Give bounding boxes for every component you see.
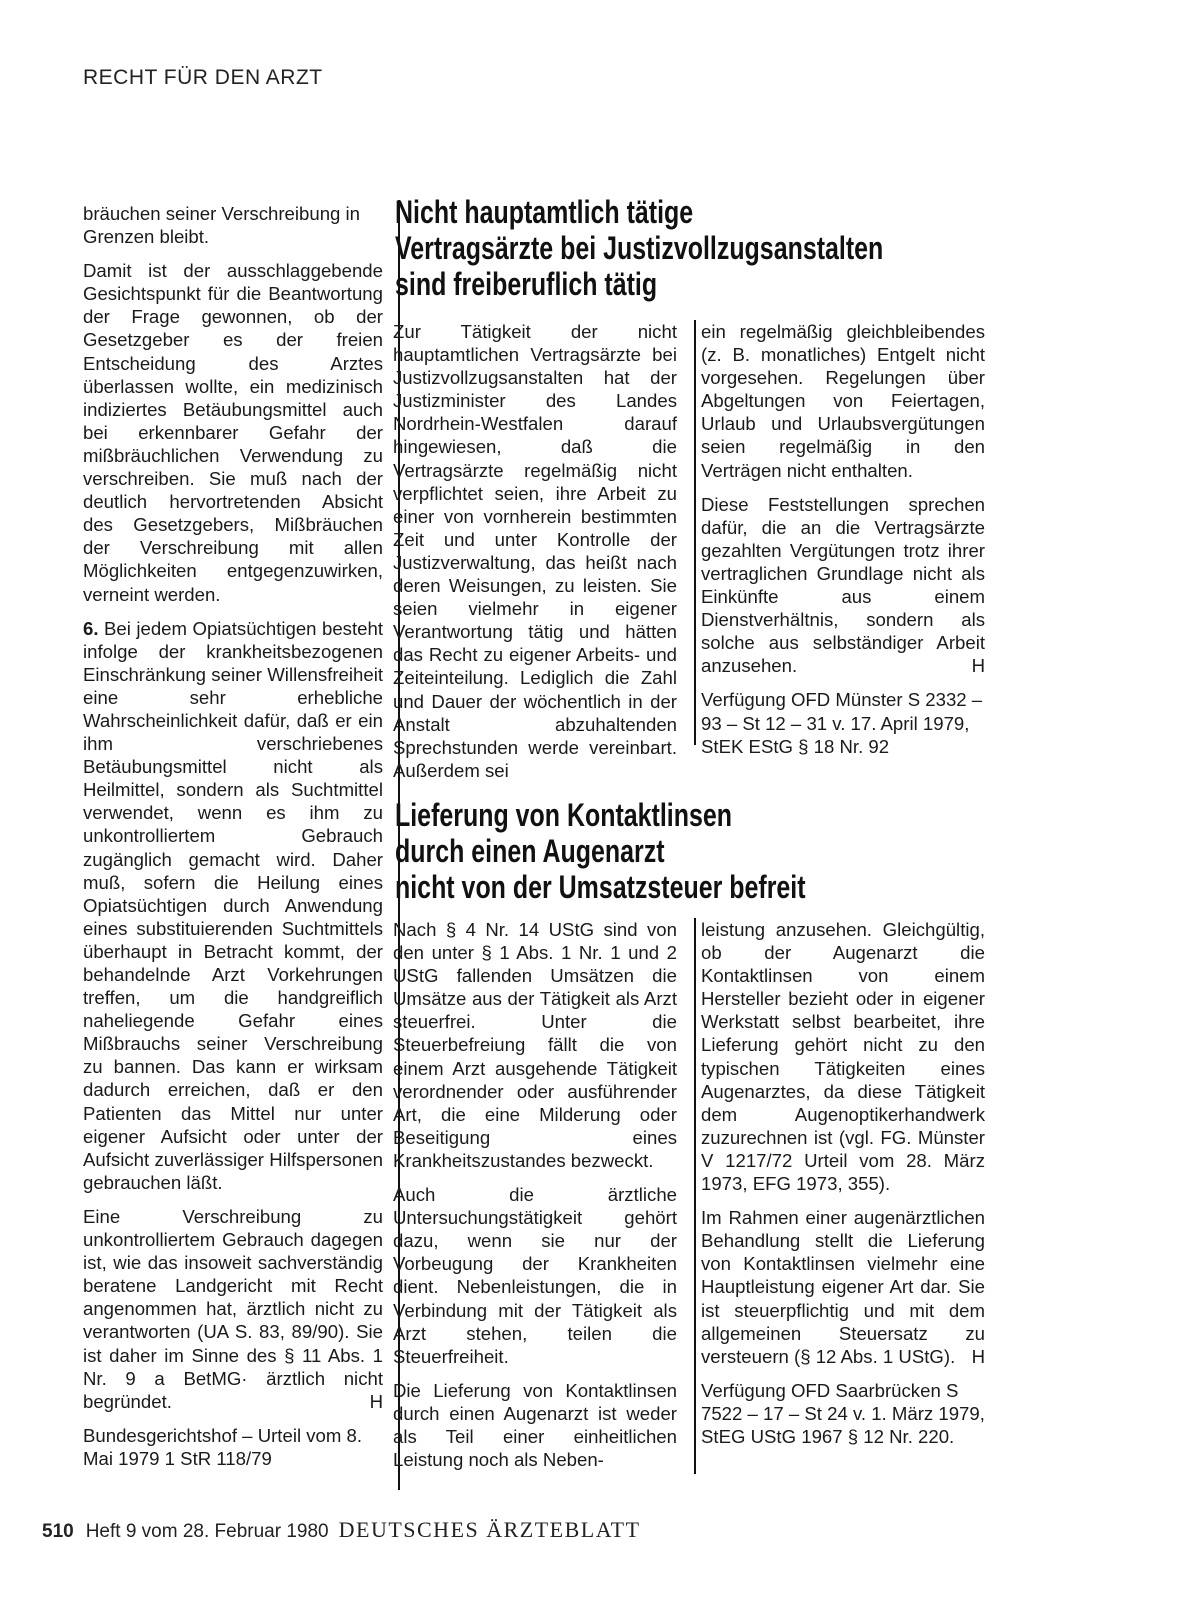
- headline-line: Lieferung von Kontaktlinsen: [395, 797, 732, 833]
- left-paragraph-3-text: Bei jedem Opiatsüchtigen besteht infolge der krankheitsbezogenen Einschränkung seiner Willensfreiheit eine sehr erhebliche Wahrscheinlichkeit dafür, daß er ein ihm verschriebenes Betäubungsmittel nicht als Heilmittel, sondern als Suchtmittel verwendet, wenn es ihm zu unkontrolliertem Gebrauch zugänglich gemacht wird. Daher muß, sofern die Heilung eines Opiatsüchtigen durch Anwendung eines substituierenden Suchtmittels überhaupt in Betracht kommt, der behandelnde Arzt Vorkehrungen treffen, um die handgreiflich naheliegende Gefahr eines Mißbrauchs seiner Verschreibung zu bannen. Das kann er wirksam dadurch erreichen, daß er den Patienten das Mittel nur unter eigener Aufsicht oder unter der Aufsicht zuverlässiger Hilfspersonen gebrauchen läßt.: [83, 617, 383, 1193]
- section-number: 6.: [83, 617, 99, 639]
- left-source: Bundesgerichtshof – Urteil vom 8. Mai 1979 1 StR 118/79: [83, 1424, 363, 1469]
- article-2-paragraph-5: [701, 1206, 985, 1368]
- headline-line: Nicht hauptamtlich tätige: [395, 194, 694, 230]
- article-1-headline: [395, 194, 894, 302]
- article-2-paragraph-4: leistung anzusehen. Gleichgültig, ob der Augenarzt die Kontaktlinsen von einem Hersteller bezieht oder in eigener Werkstatt selbst bearbeitet, ihre Lieferung gehört nicht zu den typischen Tätigkeiten eines Augenarztes, da diese Tätigkeit dem Augenoptikerhandwerk zuzurechnen ist (vgl. FG. Münster V 1217/72 Urteil vom 28. März 1973, EFG 1973, 355).: [701, 919, 985, 1195]
- article-2-paragraph-1: Nach § 4 Nr. 14 UStG sind von den unter § 1 Abs. 1 Nr. 1 und 2 UStG fallenden Umsätzen die Umsätze aus der Tätigkeit als Arzt steuerfrei. Unter die Steuerbefreiung fällt die von einem Arzt ausgehende Tätigkeit verordnender oder ausführender Art, die eine Milderung oder Beseitigung eines Krankheitszustandes bezweckt.: [393, 919, 677, 1171]
- article-2-source: Verfügung OFD Saarbrücken S 7522 – 17 – St 24 v. 1. März 1979, StEG UStG 1967 § 12 Nr. 220.: [701, 1379, 985, 1447]
- article-1-source: Verfügung OFD Münster S 2332 – 93 – St 12 – 31 v. 17. April 1979, StEK EStG § 18 Nr. 92: [701, 689, 983, 757]
- left-column: [83, 202, 383, 1470]
- column-divider: [694, 320, 696, 745]
- article-1-paragraph-1: Zur Tätigkeit der nicht hauptamtlichen Vertragsärzte bei Justizvollzugsanstalten hat der Justizminister des Landes Nordrhein-Westfalen darauf hingewiesen, daß die Vertragsärzte regelmäßig nicht verpflichtet seien, ihre Arbeit zu einer von vornherein bestimmten Zeit und unter Kontrolle der Justizverwaltung, das heißt nach deren Weisungen, zu leisten. Sie seien vielmehr in eigener Verantwortung tätig und hätten das Recht zu eigener Arbeits- und Zeiteinteilung. Lediglich die Zahl und Dauer der wöchentlich in der Anstalt abzuhaltenden Sprechstunden werde vereinbart. Außerdem sei: [393, 321, 677, 781]
- headline-line: sind freiberuflich tätig: [395, 266, 658, 302]
- author-mark: H: [971, 1345, 985, 1367]
- article-1-left-column: [393, 320, 677, 782]
- left-paragraph-4-text: Eine Verschreibung zu unkontrolliertem Gebrauch dagegen ist, wie das insoweit sachverständig beratene Landgericht mit Recht angenommen hat, ärztlich nicht zu verantworten (UA S. 83, 89/90). Sie ist daher im Sinne des § 11 Abs. 1 Nr. 9 a BetMG· ärztlich nicht begründet.: [83, 1205, 383, 1412]
- headline-line: durch einen Augenarzt: [395, 833, 665, 869]
- issue-info: Heft 9 vom 28. Februar 1980: [85, 1521, 329, 1542]
- left-paragraph-2: Damit ist der ausschlaggebende Gesichtspunkt für die Beantwortung der Frage gewonnen, ob der Gesetzgeber es der freien Entscheidung des Arztes überlassen wollte, ein medizinisch indiziertes Betäubungsmittel auch bei erkennbarer Gefahr der mißbräuchlichen Verwendung zu verschreiben. Sie muß nach der deutlich hervortretenden Absicht des Gesetzgebers, Mißbräuchen der Verschreibung mit allen Möglichkeiten entgegenzuwirken, verneint werden.: [83, 260, 383, 605]
- left-paragraph-3: [83, 617, 383, 1194]
- left-paragraph-1: bräuchen seiner Verschreibung in Grenzen bleibt.: [83, 203, 361, 248]
- headline-line: Vertragsärzte bei Justizvollzugsanstalten: [395, 230, 884, 266]
- author-mark: H: [369, 1390, 383, 1412]
- article-1-right-column: [701, 320, 985, 758]
- article-2-paragraph-2: Auch die ärztliche Untersuchungstätigkeit gehört dazu, wenn sie nur der Vorbeugung der Krankheiten dient. Nebenleistungen, die in Verbindung mit der Tätigkeit als Arzt stehen, teilen die Steuerfreiheit.: [393, 1184, 677, 1367]
- article-2-paragraph-5-text: Im Rahmen einer augenärztlichen Behandlung stellt die Lieferung von Kontaktlinsen vielmehr eine Hauptleistung eigener Art dar. Sie ist steuerpflichtig und mit dem allgemeinen Steuersatz zu versteuern (§ 12 Abs. 1 UStG).: [701, 1207, 985, 1367]
- headline-line: nicht von der Umsatzsteuer befreit: [395, 869, 806, 905]
- publication-name: DEUTSCHES ÄRZTEBLATT: [338, 1517, 641, 1542]
- article-1-paragraph-3-text: Diese Feststellungen sprechen dafür, die an die Vertragsärzte gezahlten Vergütungen trotz ihrer vertraglichen Grundlage nicht als Einkünfte aus einem Dienstverhältnis, sondern als solche aus selbständiger Arbeit anzusehen.: [701, 493, 985, 677]
- left-paragraph-4: [83, 1205, 383, 1413]
- article-2-headline: [395, 797, 894, 905]
- running-head: RECHT FÜR DEN ARZT: [83, 66, 323, 89]
- article-1-paragraph-2: ein regelmäßig gleichbleibendes (z. B. monatliches) Entgelt nicht vorgesehen. Regelungen über Abgeltungen von Feiertagen, Urlaub und Urlaubsvergütungen seien regelmäßig in den Verträgen nicht enthalten.: [701, 321, 985, 481]
- article-1-paragraph-3: [701, 493, 985, 678]
- article-2-left-column: [393, 918, 677, 1471]
- article-2-paragraph-3: Die Lieferung von Kontaktlinsen durch einen Augenarzt ist weder als Teil einer einheitlichen Leistung noch als Neben-: [393, 1379, 677, 1471]
- page-footer: [42, 1517, 641, 1543]
- column-divider: [694, 918, 696, 1474]
- article-2-right-column: [701, 918, 985, 1448]
- page-number: 510: [42, 1521, 74, 1542]
- author-mark: H: [971, 655, 985, 677]
